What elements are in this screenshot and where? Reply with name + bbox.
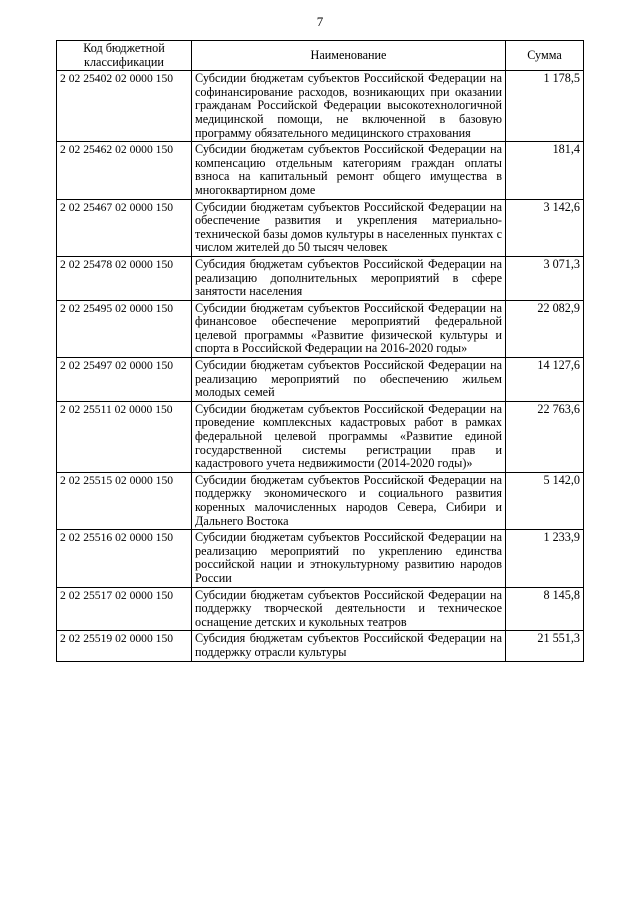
row-sum: 1 233,9 xyxy=(506,530,584,587)
table-row xyxy=(57,631,584,661)
row-sum: 14 127,6 xyxy=(506,358,584,402)
row-sum: 3 071,3 xyxy=(506,256,584,300)
table-row xyxy=(57,142,584,199)
page-number: 7 xyxy=(316,14,324,29)
row-name: Субсидии бюджетам субъектов Российской Федерации на поддержку экономического и социального развития коренных малочисленных народов Севера, Сибири и Дальнего Востока xyxy=(192,472,506,529)
row-name: Субсидии бюджетам субъектов Российской Федерации на компенсацию отдельным категориям граждан оплаты взноса на капитальный ремонт общего имущества в многоквартирном доме xyxy=(192,142,506,199)
table-header-row xyxy=(57,41,584,71)
row-sum: 21 551,3 xyxy=(506,631,584,661)
row-code: 2 02 25497 02 0000 150 xyxy=(57,358,192,402)
row-code: 2 02 25519 02 0000 150 xyxy=(57,631,192,661)
row-name: Субсидии бюджетам субъектов Российской Федерации на финансовое обеспечение мероприятий федеральной целевой программы «Развитие физической культуры и спорта в Российской Федерации на 2016-2020 годы» xyxy=(192,300,506,357)
header-name: Наименование xyxy=(192,41,506,71)
row-name: Субсидии бюджетам субъектов Российской Федерации на софинансирование расходов, возникающих при оказании гражданам Российской Федерации высокотехнологичной медицинской помощи, не включенной в базовую программу обязательного медицинского страхования xyxy=(192,71,506,142)
table-row xyxy=(57,71,584,142)
row-sum: 181,4 xyxy=(506,142,584,199)
table-row xyxy=(57,530,584,587)
header-code: Код бюджетной классификации xyxy=(57,41,192,71)
row-code: 2 02 25402 02 0000 150 xyxy=(57,71,192,142)
table-row xyxy=(57,587,584,631)
row-code: 2 02 25478 02 0000 150 xyxy=(57,256,192,300)
row-name: Субсидия бюджетам субъектов Российской Федерации на поддержку отрасли культуры xyxy=(192,631,506,661)
row-code: 2 02 25467 02 0000 150 xyxy=(57,199,192,256)
row-code: 2 02 25495 02 0000 150 xyxy=(57,300,192,357)
table-row xyxy=(57,472,584,529)
table-row xyxy=(57,300,584,357)
row-name: Субсидии бюджетам субъектов Российской Федерации на реализацию мероприятий по обеспечению жильем молодых семей xyxy=(192,358,506,402)
row-code: 2 02 25462 02 0000 150 xyxy=(57,142,192,199)
row-name: Субсидии бюджетам субъектов Российской Федерации на реализацию мероприятий по укреплению единства российской нации и этнокультурному развитию народов России xyxy=(192,530,506,587)
row-code: 2 02 25516 02 0000 150 xyxy=(57,530,192,587)
header-sum: Сумма xyxy=(506,41,584,71)
row-name: Субсидии бюджетам субъектов Российской Федерации на поддержку творческой деятельности и техническое оснащение детских и кукольных театров xyxy=(192,587,506,631)
budget-table xyxy=(56,40,584,662)
row-sum: 3 142,6 xyxy=(506,199,584,256)
row-sum: 5 142,0 xyxy=(506,472,584,529)
row-name: Субсидия бюджетам субъектов Российской Федерации на реализацию дополнительных мероприятий в сфере занятости населения xyxy=(192,256,506,300)
table-row xyxy=(57,358,584,402)
row-sum: 22 763,6 xyxy=(506,401,584,472)
row-sum: 22 082,9 xyxy=(506,300,584,357)
table-row xyxy=(57,199,584,256)
row-code: 2 02 25511 02 0000 150 xyxy=(57,401,192,472)
row-name: Субсидии бюджетам субъектов Российской Федерации на обеспечение развития и укрепления материально-технической базы домов культуры в населенных пунктах с числом жителей до 50 тысяч человек xyxy=(192,199,506,256)
row-sum: 1 178,5 xyxy=(506,71,584,142)
row-code: 2 02 25515 02 0000 150 xyxy=(57,472,192,529)
row-code: 2 02 25517 02 0000 150 xyxy=(57,587,192,631)
row-name: Субсидии бюджетам субъектов Российской Федерации на проведение комплексных кадастровых работ в рамках федеральной целевой программы «Развитие единой государственной системы регистрации прав и кадастрового учета недвижимости (2014-2020 годы)» xyxy=(192,401,506,472)
table-row xyxy=(57,256,584,300)
table-row xyxy=(57,401,584,472)
row-sum: 8 145,8 xyxy=(506,587,584,631)
